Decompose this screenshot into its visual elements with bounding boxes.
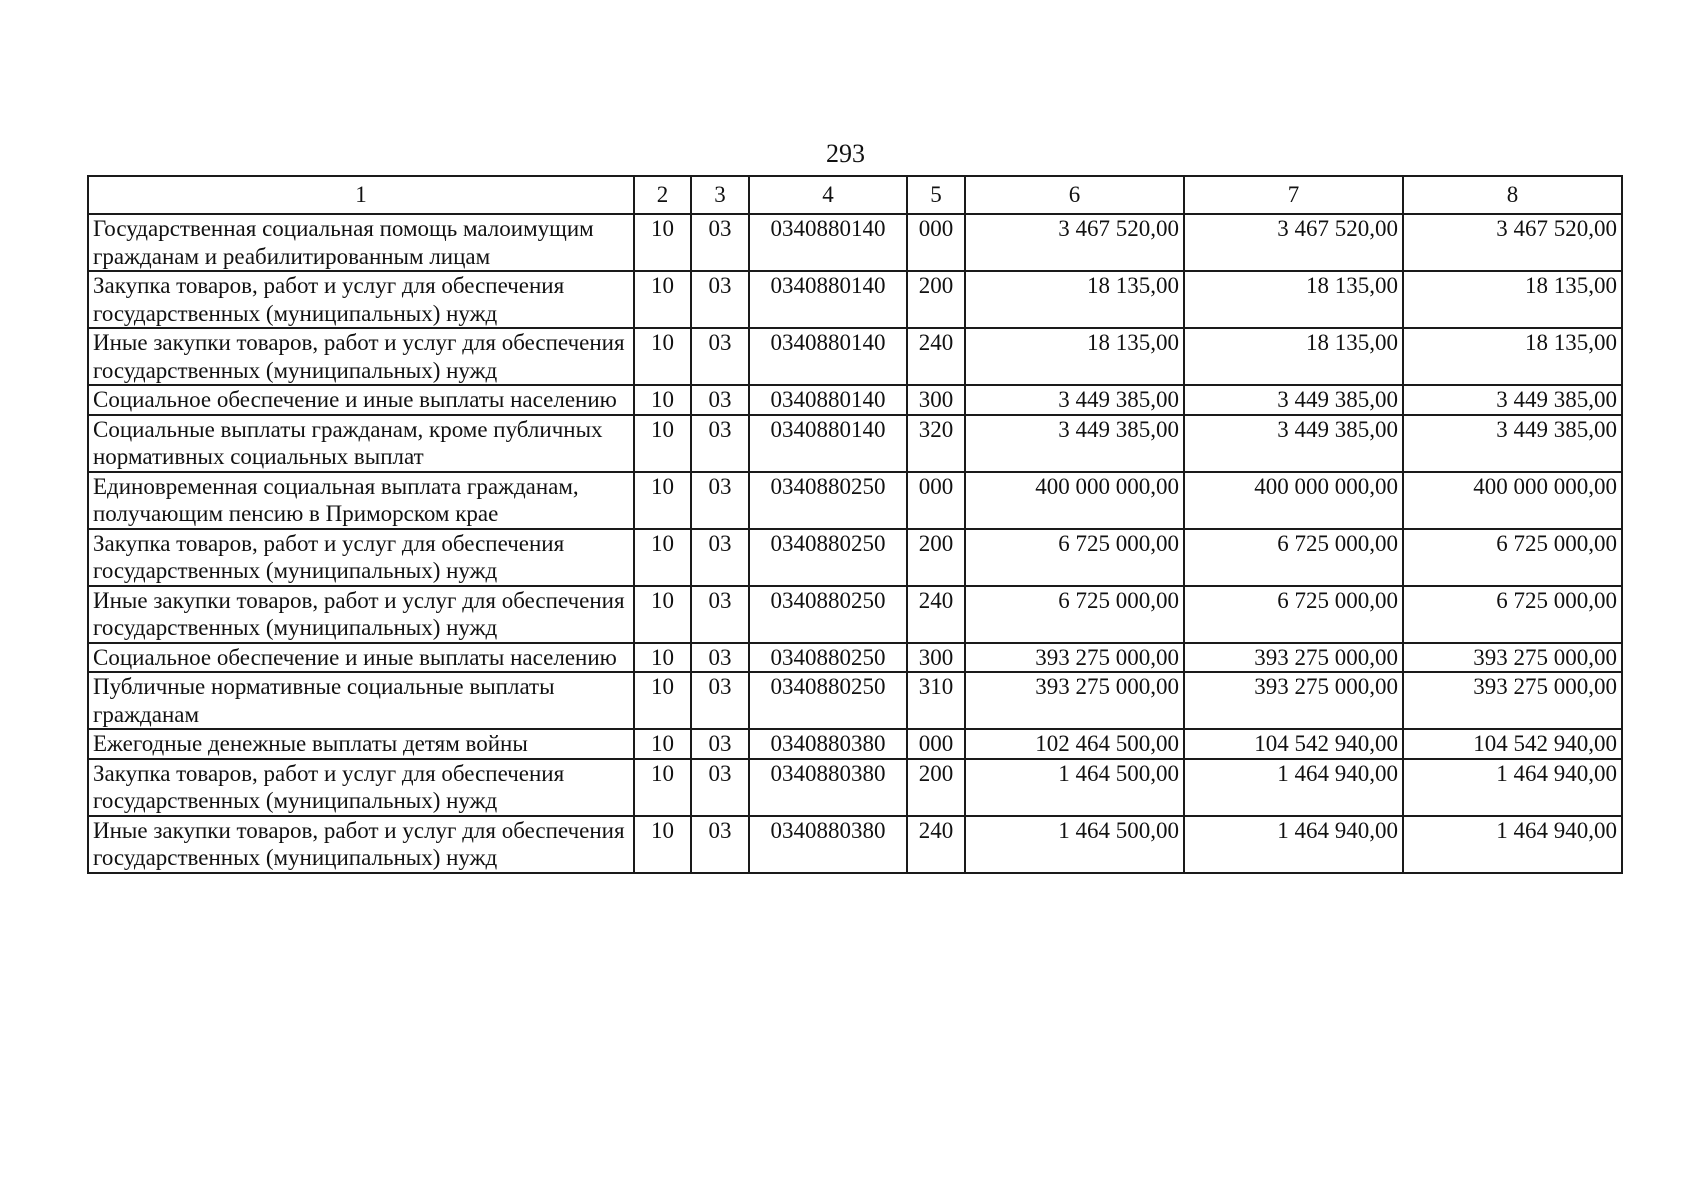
row-name: Закупка товаров, работ и услуг для обеспечения государственных (муниципальных) нужд [88,271,634,328]
header-cell-5: 5 [907,176,965,214]
row-amount-col8: 6 725 000,00 [1403,529,1622,586]
table-row [88,529,1622,586]
row-amount-col8: 3 467 520,00 [1403,214,1622,271]
header-row [88,176,1622,214]
row-name: Социальное обеспечение и иные выплаты населению [88,385,634,415]
row-subsection: 03 [691,729,749,759]
row-amount-col7: 6 725 000,00 [1184,586,1403,643]
row-target-article: 0340880250 [749,586,907,643]
budget-table [87,175,1623,874]
row-subsection: 03 [691,586,749,643]
row-subsection: 03 [691,328,749,385]
row-name: Ежегодные денежные выплаты детям войны [88,729,634,759]
row-expense-type: 000 [907,472,965,529]
row-section: 10 [634,415,691,472]
row-amount-col6: 3 467 520,00 [965,214,1184,271]
row-target-article: 0340880380 [749,729,907,759]
row-amount-col6: 1 464 500,00 [965,759,1184,816]
row-amount-col6: 6 725 000,00 [965,586,1184,643]
table-row [88,472,1622,529]
table-row [88,643,1622,673]
row-name: Социальное обеспечение и иные выплаты населению [88,643,634,673]
table-row [88,672,1622,729]
header-cell-4: 4 [749,176,907,214]
row-section: 10 [634,271,691,328]
row-target-article: 0340880250 [749,672,907,729]
row-expense-type: 240 [907,816,965,873]
row-expense-type: 240 [907,328,965,385]
row-amount-col7: 1 464 940,00 [1184,816,1403,873]
row-subsection: 03 [691,214,749,271]
header-cell-8: 8 [1403,176,1622,214]
row-amount-col6: 393 275 000,00 [965,672,1184,729]
row-expense-type: 300 [907,385,965,415]
row-amount-col7: 18 135,00 [1184,328,1403,385]
table-row [88,415,1622,472]
row-expense-type: 200 [907,759,965,816]
row-amount-col7: 3 449 385,00 [1184,415,1403,472]
table-row [88,214,1622,271]
row-amount-col7: 18 135,00 [1184,271,1403,328]
row-amount-col8: 3 449 385,00 [1403,415,1622,472]
row-section: 10 [634,385,691,415]
row-name: Социальные выплаты гражданам, кроме публичных нормативных социальных выплат [88,415,634,472]
row-amount-col7: 3 449 385,00 [1184,385,1403,415]
row-target-article: 0340880250 [749,529,907,586]
row-expense-type: 000 [907,729,965,759]
row-section: 10 [634,643,691,673]
row-section: 10 [634,672,691,729]
row-subsection: 03 [691,672,749,729]
row-target-article: 0340880140 [749,415,907,472]
row-amount-col6: 3 449 385,00 [965,415,1184,472]
row-amount-col8: 393 275 000,00 [1403,672,1622,729]
row-target-article: 0340880140 [749,214,907,271]
table-row [88,759,1622,816]
row-section: 10 [634,586,691,643]
row-subsection: 03 [691,271,749,328]
row-expense-type: 200 [907,529,965,586]
row-amount-col8: 400 000 000,00 [1403,472,1622,529]
row-section: 10 [634,529,691,586]
row-target-article: 0340880250 [749,643,907,673]
row-section: 10 [634,328,691,385]
table-row [88,729,1622,759]
row-target-article: 0340880140 [749,385,907,415]
row-amount-col8: 1 464 940,00 [1403,759,1622,816]
row-amount-col6: 393 275 000,00 [965,643,1184,673]
row-subsection: 03 [691,472,749,529]
row-amount-col8: 3 449 385,00 [1403,385,1622,415]
row-section: 10 [634,759,691,816]
row-amount-col6: 18 135,00 [965,328,1184,385]
row-subsection: 03 [691,385,749,415]
row-amount-col7: 400 000 000,00 [1184,472,1403,529]
row-amount-col6: 1 464 500,00 [965,816,1184,873]
row-amount-col8: 104 542 940,00 [1403,729,1622,759]
page-number: 293 [826,139,865,168]
row-amount-col6: 6 725 000,00 [965,529,1184,586]
row-amount-col8: 18 135,00 [1403,271,1622,328]
row-amount-col8: 1 464 940,00 [1403,816,1622,873]
row-amount-col6: 102 464 500,00 [965,729,1184,759]
row-amount-col8: 18 135,00 [1403,328,1622,385]
row-target-article: 0340880140 [749,271,907,328]
row-target-article: 0340880140 [749,328,907,385]
row-expense-type: 320 [907,415,965,472]
row-amount-col7: 393 275 000,00 [1184,672,1403,729]
row-subsection: 03 [691,643,749,673]
table-row [88,586,1622,643]
row-expense-type: 200 [907,271,965,328]
row-amount-col7: 393 275 000,00 [1184,643,1403,673]
table-row [88,385,1622,415]
row-amount-col6: 3 449 385,00 [965,385,1184,415]
header-cell-7: 7 [1184,176,1403,214]
header-cell-3: 3 [691,176,749,214]
row-amount-col6: 400 000 000,00 [965,472,1184,529]
row-amount-col7: 3 467 520,00 [1184,214,1403,271]
row-expense-type: 300 [907,643,965,673]
row-amount-col8: 393 275 000,00 [1403,643,1622,673]
header-cell-6: 6 [965,176,1184,214]
row-expense-type: 310 [907,672,965,729]
row-section: 10 [634,472,691,529]
row-subsection: 03 [691,759,749,816]
row-name: Закупка товаров, работ и услуг для обеспечения государственных (муниципальных) нужд [88,529,634,586]
row-target-article: 0340880250 [749,472,907,529]
row-name: Единовременная социальная выплата гражданам, получающим пенсию в Приморском крае [88,472,634,529]
row-name: Закупка товаров, работ и услуг для обеспечения государственных (муниципальных) нужд [88,759,634,816]
row-target-article: 0340880380 [749,816,907,873]
row-amount-col7: 1 464 940,00 [1184,759,1403,816]
row-amount-col7: 104 542 940,00 [1184,729,1403,759]
table-row [88,328,1622,385]
row-name: Публичные нормативные социальные выплаты гражданам [88,672,634,729]
row-name: Иные закупки товаров, работ и услуг для обеспечения государственных (муниципальных) нужд [88,586,634,643]
table-row [88,271,1622,328]
row-amount-col8: 6 725 000,00 [1403,586,1622,643]
row-name: Иные закупки товаров, работ и услуг для обеспечения государственных (муниципальных) нужд [88,328,634,385]
row-amount-col6: 18 135,00 [965,271,1184,328]
row-expense-type: 240 [907,586,965,643]
row-subsection: 03 [691,415,749,472]
header-cell-2: 2 [634,176,691,214]
row-subsection: 03 [691,816,749,873]
row-section: 10 [634,816,691,873]
row-amount-col7: 6 725 000,00 [1184,529,1403,586]
row-target-article: 0340880380 [749,759,907,816]
table-row [88,816,1622,873]
header-cell-1: 1 [88,176,634,214]
row-section: 10 [634,729,691,759]
row-subsection: 03 [691,529,749,586]
row-expense-type: 000 [907,214,965,271]
row-name: Иные закупки товаров, работ и услуг для обеспечения государственных (муниципальных) нужд [88,816,634,873]
row-section: 10 [634,214,691,271]
row-name: Государственная социальная помощь малоимущим гражданам и реабилитированным лицам [88,214,634,271]
